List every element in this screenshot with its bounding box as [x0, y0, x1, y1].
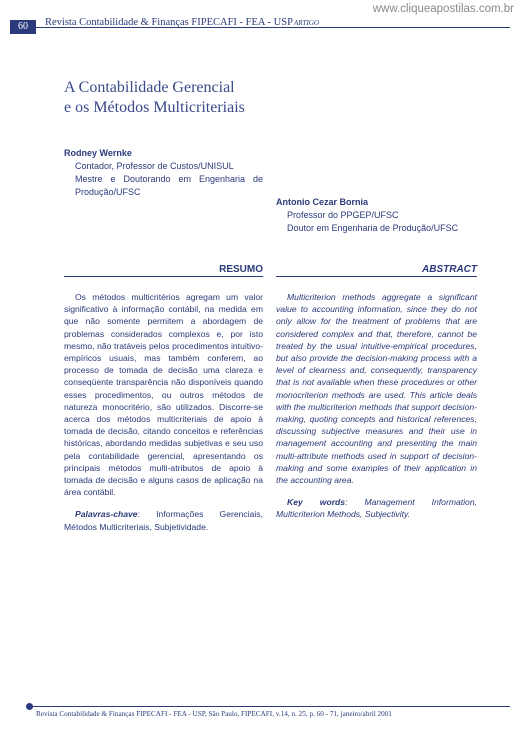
author-block-1: [64, 147, 263, 199]
author-affiliation: Mestre e Doutorando em Engenharia de Produção/UFSC: [75, 174, 263, 197]
title-line-2: e os Métodos Multicriteriais: [64, 99, 245, 116]
resumo-heading: RESUMO: [64, 264, 263, 277]
resumo-keywords: [64, 508, 263, 532]
keywords-text: : Management Information, Multicriterion Methods, Subjectivity.: [276, 497, 477, 520]
section-tag: ARTIGO: [294, 19, 319, 27]
author-affiliation: Professor do PPGEP/UFSC: [287, 210, 399, 220]
author-affiliation: Contador, Professor de Custos/UNISUL: [75, 161, 234, 171]
abstract-keywords: [276, 496, 477, 520]
author-name: Rodney Wernke: [64, 148, 132, 158]
journal-title: Revista Contabilidade & Finanças FIPECAFI - FEA - USP: [45, 17, 293, 28]
watermark: www.cliqueapostilas.com.br: [372, 3, 514, 15]
author-affiliation: Doutor em Engenharia de Produção/UFSC: [287, 223, 459, 233]
footer-citation: Revista Contabilidade & Finanças FIPECAFI - FEA - USP, São Paulo, FIPECAFI, v.14, n. 25, p. 60 - 71, janeiro/abril 2001: [36, 710, 392, 718]
keywords-label: Key words: [287, 497, 346, 508]
title-line-1: A Contabilidade Gerencial: [64, 79, 235, 96]
author-name: Antonio Cezar Bornia: [276, 197, 369, 207]
abstract-column: [276, 291, 477, 521]
resumo-column: [64, 291, 263, 533]
footer-bullet: [26, 703, 33, 710]
article-title: [64, 78, 245, 118]
keywords-label: Palavras-chave: [75, 509, 138, 520]
keywords-text: : Informações Gerenciais, Métodos Multicriteriais, Subjetividade.: [64, 509, 263, 532]
footer-rule: [30, 706, 510, 707]
abstract-heading: ABSTRACT: [276, 264, 477, 277]
resumo-text: Os métodos multicritérios agregam um valor significativo à informação contábil, na medida em que não somente permitem a abordagem de problemas considerados complexos e, por isto mesmo, não tratáveis pelos procedimentos intuitivo-empíricos usuais, mas também conferem, ao processo de tomada de decisão uma clareza e conseqüente transparência não disponíveis quando esses procedimentos, ou outros métodos de natureza monocritério, são utilizados. Discorre-se acerca dos métodos multicriteriais de apoio à tomada de decisão, citando conceitos e referências históricas, abordando medidas subjetivas e seu uso pela contabilidade gerencial, apresentando os principais métodos multi-atributos de apoio à tomada de decisão e alguns casos de aplicação na área contábil.: [64, 292, 263, 498]
page-number: 60: [10, 20, 36, 34]
abstract-text: Multicriterion methods aggregate a significant value to accounting information, since they do not only allow for the treatment of problems that are considered complex and that, therefore, cannot be treated by the usual intuitive-empirical procedures, but also provide the decision-making process with a level of clearness and, consequently, transparency that is not available when these procedures or other monocriterion methods are used. This article deals with the multicriterion methods that support decision-making, quoting concepts and historical references, discussing subjective measures and their use in management accounting and presenting the main multi-attribute methods used in support of decision-making and some examples of their application in the accounting area.: [276, 292, 477, 486]
author-block-2: [276, 196, 458, 235]
